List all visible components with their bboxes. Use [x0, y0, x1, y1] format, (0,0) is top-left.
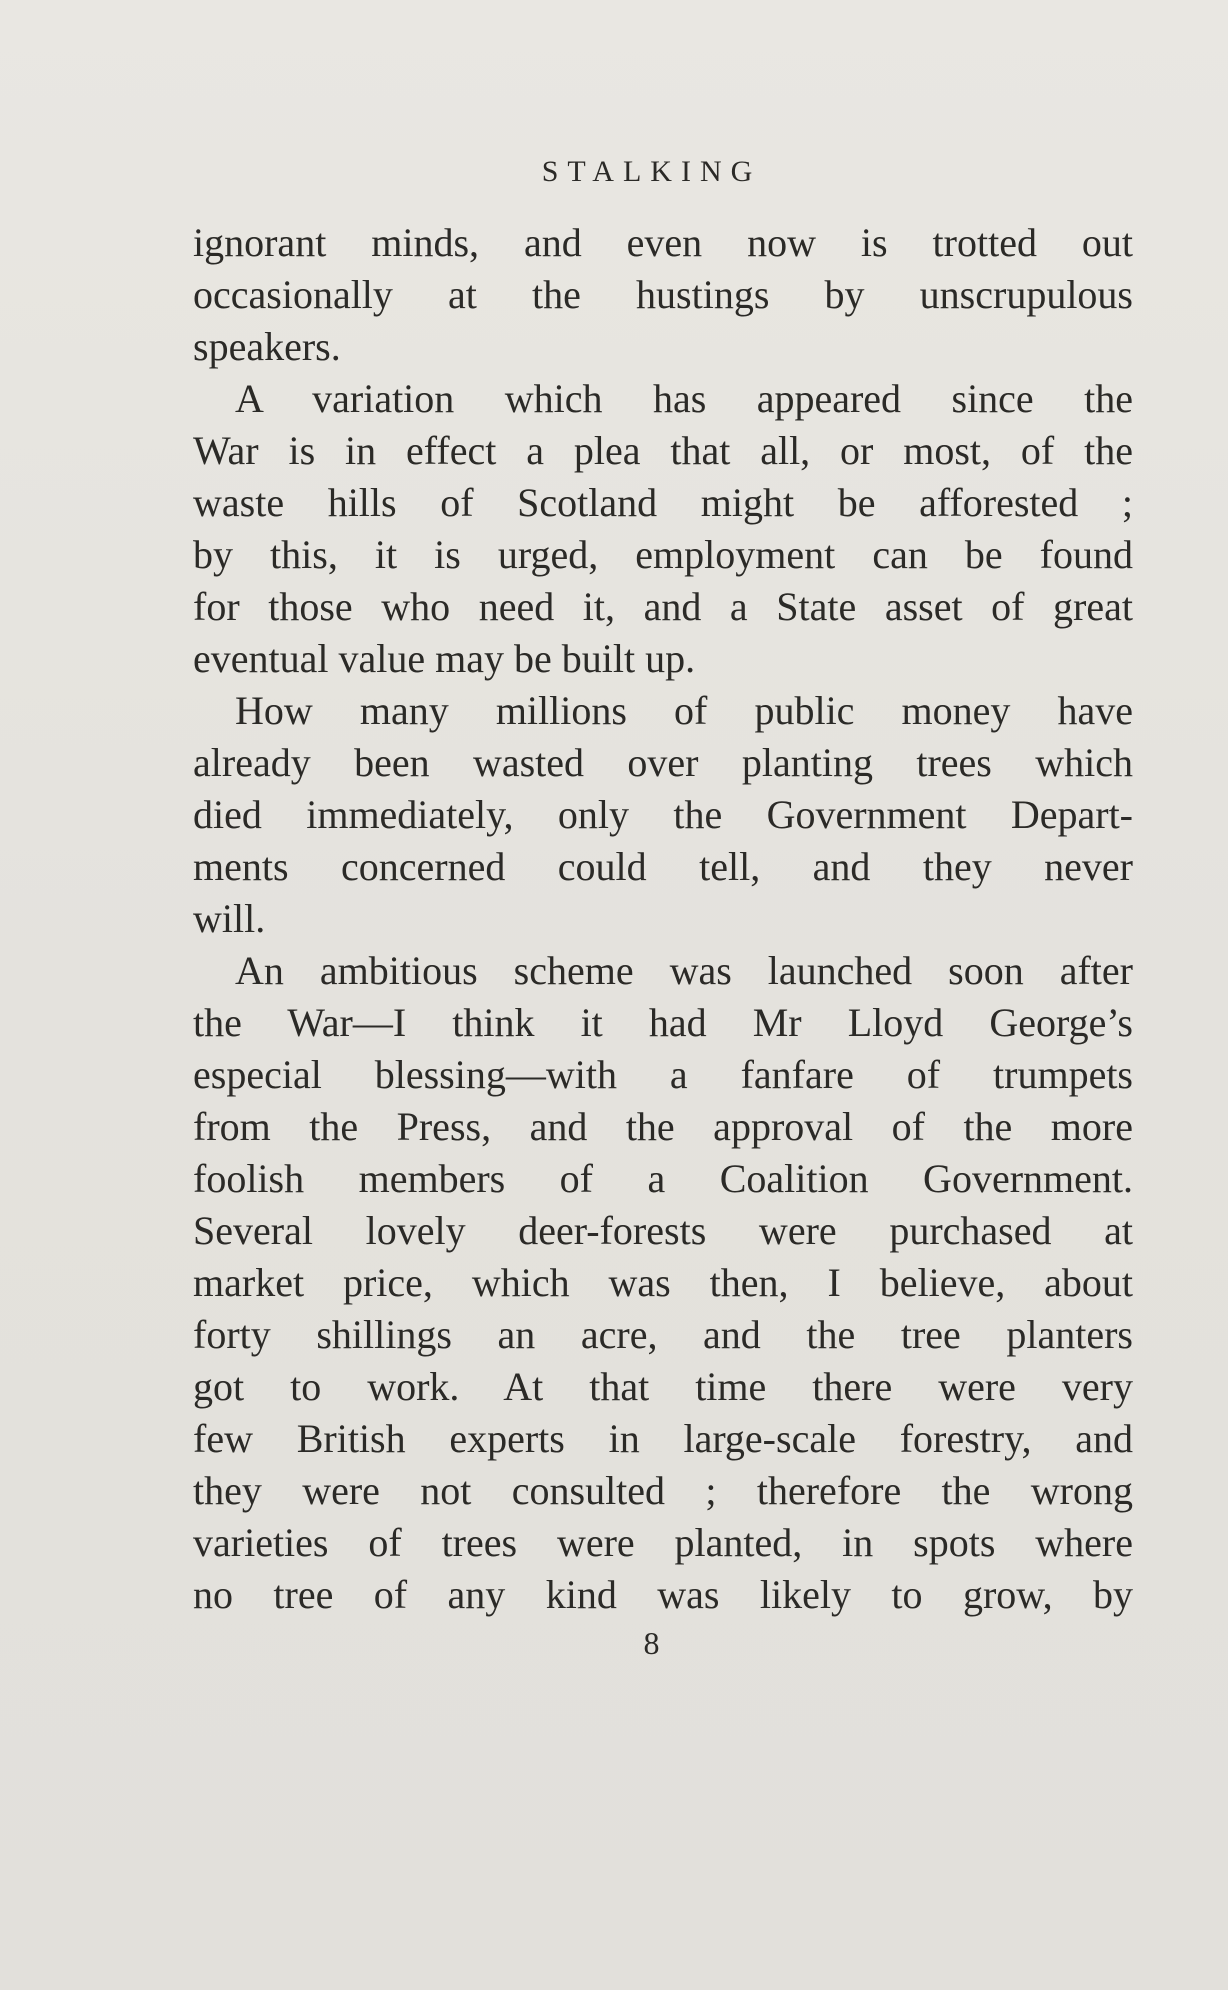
text-line: waste hills of Scotland might be afforested ; — [193, 480, 1133, 525]
text-line: An ambitious scheme was launched soon after — [235, 948, 1133, 993]
text-line: they were not consulted ; therefore the wrong — [193, 1468, 1133, 1513]
running-head: STALKING — [541, 155, 762, 188]
text-line: speakers. — [193, 324, 341, 369]
text-line: few British experts in large-scale forestry, and — [193, 1416, 1133, 1461]
text-line: especial blessing—with a fanfare of trumpets — [193, 1052, 1133, 1097]
text-line: got to work. At that time there were very — [193, 1364, 1133, 1409]
text-line: from the Press, and the approval of the more — [193, 1104, 1133, 1149]
text-line: market price, which was then, I believe, about — [193, 1260, 1133, 1305]
text-line: A variation which has appeared since the — [235, 376, 1133, 421]
text-line: varieties of trees were planted, in spots where — [193, 1520, 1133, 1565]
text-line: no tree of any kind was likely to grow, by — [193, 1572, 1133, 1617]
text-line: Several lovely deer-forests were purchased at — [193, 1208, 1133, 1253]
text-line: occasionally at the hustings by unscrupulous — [193, 272, 1133, 317]
text-line: ignorant minds, and even now is trotted out — [193, 220, 1133, 265]
text-line: How many millions of public money have — [235, 688, 1133, 733]
page-number: 8 — [643, 1625, 660, 1661]
text-line: eventual value may be built up. — [193, 636, 696, 681]
text-line: already been wasted over planting trees which — [193, 740, 1133, 785]
text-line: for those who need it, and a State asset of great — [193, 584, 1133, 629]
text-line: forty shillings an acre, and the tree planters — [193, 1312, 1133, 1357]
text-line: by this, it is urged, employment can be found — [193, 532, 1133, 577]
body-text — [193, 217, 1133, 1621]
text-line: foolish members of a Coalition Government. — [193, 1156, 1133, 1201]
text-line: the War—I think it had Mr Lloyd George’s — [193, 1000, 1133, 1045]
text-line: died immediately, only the Government Depart- — [193, 792, 1133, 837]
text-line: will. — [193, 896, 266, 941]
text-line: War is in effect a plea that all, or most, of the — [193, 428, 1133, 473]
text-line: ments concerned could tell, and they never — [193, 844, 1133, 889]
